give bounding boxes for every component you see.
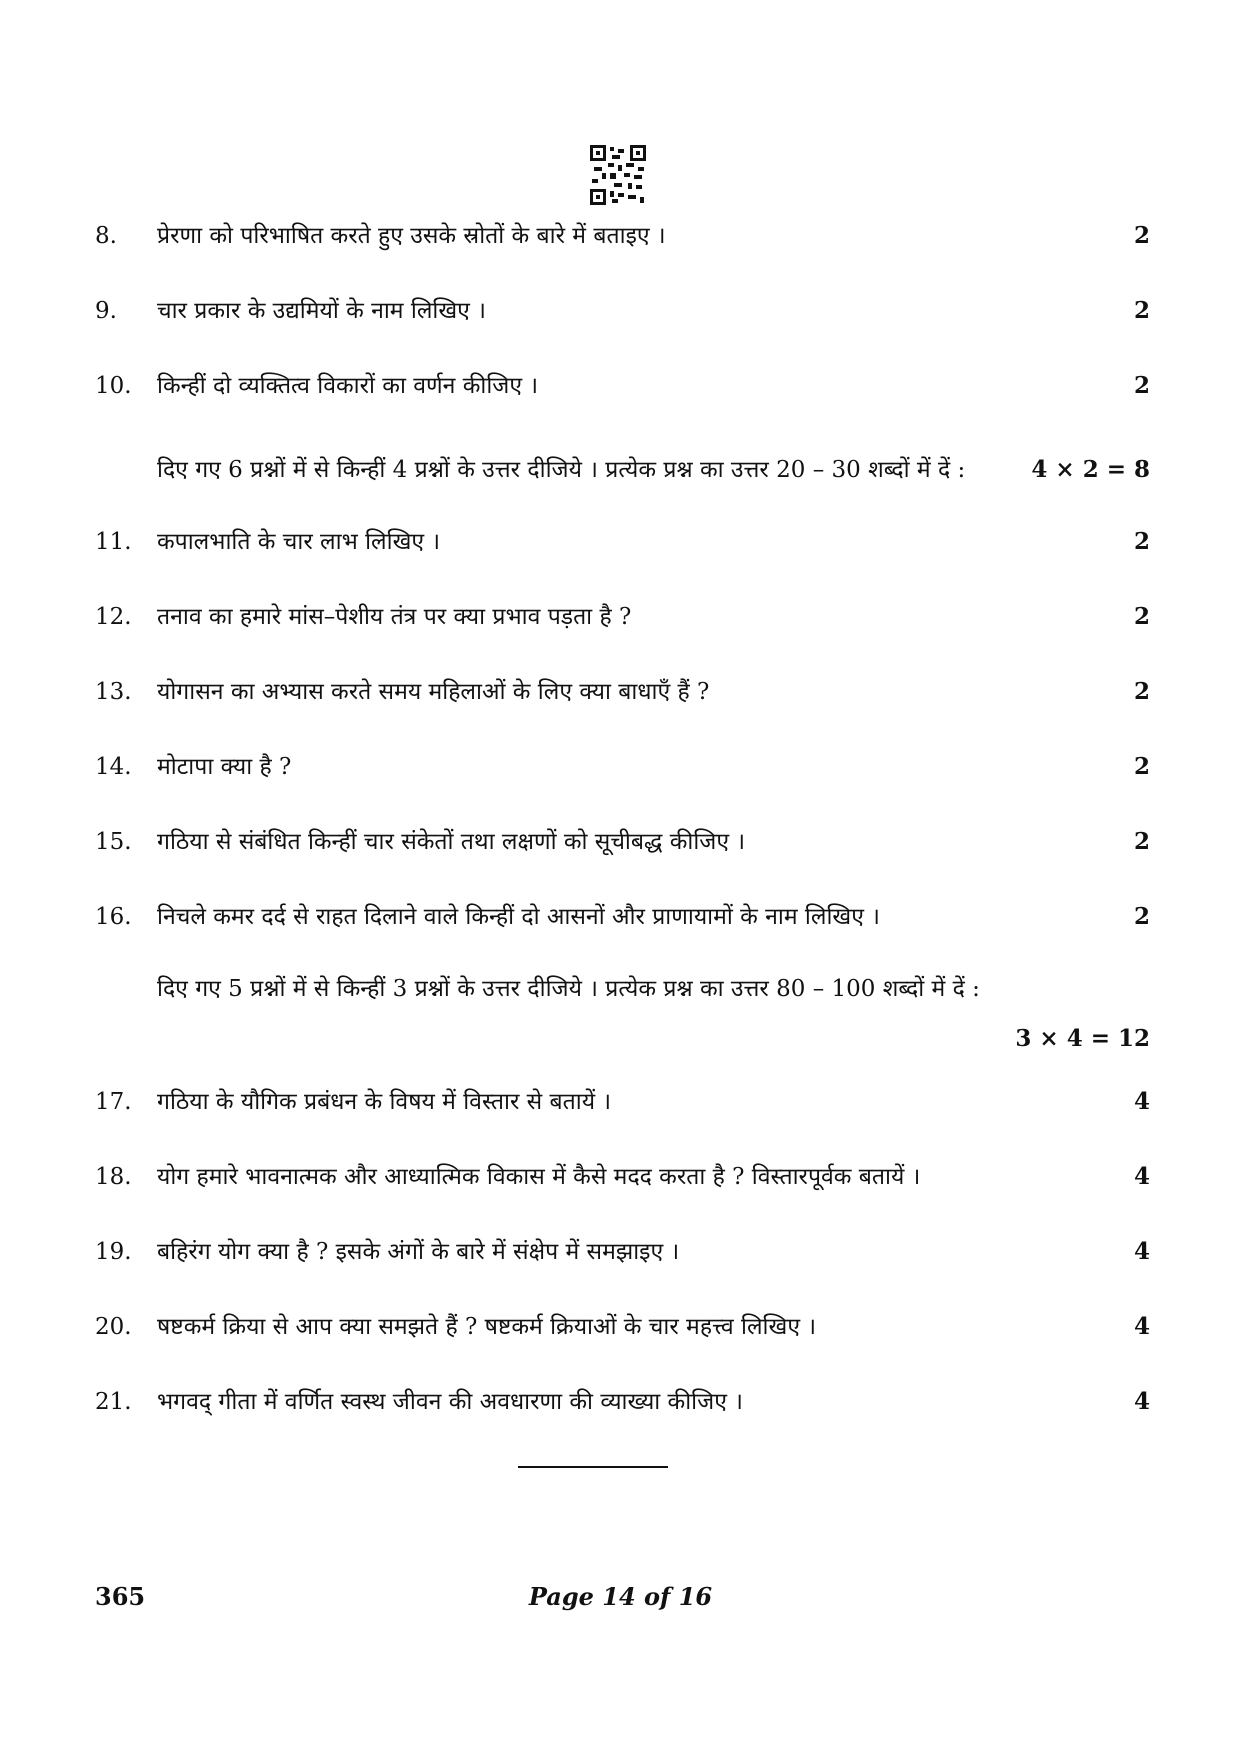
section-total-marks: 4 × 2 = 8	[1031, 456, 1150, 483]
qr-code-icon	[590, 145, 646, 205]
question-row	[95, 595, 1150, 639]
question-marks: 2	[1133, 678, 1150, 705]
question-text: योग हमारे भावनात्मक और आध्यात्मिक विकास में कैसे मदद करता है ? विस्तारपूर्वक बतायें ।	[157, 1164, 921, 1190]
question-text: किन्हीं दो व्यक्तित्व विकारों का वर्णन कीजिए ।	[157, 373, 539, 399]
question-number: 21.	[95, 1389, 132, 1415]
question-marks: 2	[1133, 903, 1150, 930]
question-number: 11.	[95, 529, 132, 555]
paper-code: 365	[95, 1582, 146, 1611]
question-row	[95, 520, 1150, 564]
question-marks: 4	[1133, 1163, 1150, 1190]
question-text: गठिया के यौगिक प्रबंधन के विषय में विस्तार से बतायें ।	[157, 1089, 612, 1115]
question-number: 8.	[95, 223, 117, 249]
question-number: 9.	[95, 298, 117, 324]
question-row	[95, 1305, 1150, 1349]
question-number: 13.	[95, 679, 132, 705]
question-number: 15.	[95, 829, 132, 855]
section-instruction	[157, 448, 1150, 492]
question-number: 17.	[95, 1089, 132, 1115]
question-text: गठिया से संबंधित किन्हीं चार संकेतों तथा लक्षणों को सूचीबद्ध कीजिए ।	[157, 829, 746, 855]
question-text: कपालभाति के चार लाभ लिखिए ।	[157, 529, 441, 555]
question-number: 14.	[95, 754, 132, 780]
question-row	[95, 895, 1150, 939]
instruction-text: दिए गए 5 प्रश्नों में से किन्हीं 3 प्रश्नों के उत्तर दीजिये । प्रत्येक प्रश्न का उत्तर 80 – 100 शब्दों में दें :	[157, 976, 980, 1002]
question-number: 10.	[95, 373, 132, 399]
question-text: बहिरंग योग क्या है ? इसके अंगों के बारे में संक्षेप में समझाइए ।	[157, 1239, 680, 1265]
question-text: भगवद् गीता में वर्णित स्वस्थ जीवन की अवधारणा की व्याख्या कीजिए ।	[157, 1389, 743, 1415]
question-marks: 4	[1133, 1388, 1150, 1415]
question-marks: 2	[1133, 528, 1150, 555]
question-row	[95, 1380, 1150, 1424]
question-number: 18.	[95, 1164, 132, 1190]
question-row	[95, 289, 1150, 333]
question-text: तनाव का हमारे मांस–पेशीय तंत्र पर क्या प्रभाव पड़ता है ?	[157, 604, 632, 630]
question-marks: 2	[1133, 603, 1150, 630]
question-marks: 2	[1133, 222, 1150, 249]
question-marks: 2	[1133, 372, 1150, 399]
question-text: षष्टकर्म क्रिया से आप क्या समझते हैं ? षष्टकर्म क्रियाओं के चार महत्त्व लिखिए ।	[157, 1314, 817, 1340]
question-number: 16.	[95, 904, 132, 930]
question-text: चार प्रकार के उद्यमियों के नाम लिखिए ।	[157, 298, 486, 324]
question-row	[95, 1230, 1150, 1274]
question-marks: 4	[1133, 1238, 1150, 1265]
question-row	[95, 1080, 1150, 1124]
question-marks: 2	[1133, 297, 1150, 324]
question-text: योगासन का अभ्यास करते समय महिलाओं के लिए क्या बाधाएँ हैं ?	[157, 679, 710, 705]
question-text: प्रेरणा को परिभाषित करते हुए उसके स्रोतों के बारे में बताइए ।	[157, 223, 666, 249]
question-number: 12.	[95, 604, 132, 630]
end-rule	[518, 1466, 668, 1468]
page-number: Page 14 of 16	[528, 1582, 713, 1611]
question-marks: 4	[1133, 1313, 1150, 1340]
question-text: निचले कमर दर्द से राहत दिलाने वाले किन्हीं दो आसनों और प्राणायामों के नाम लिखिए ।	[157, 904, 880, 930]
question-text: मोटापा क्या है ?	[157, 754, 292, 780]
question-marks: 2	[1133, 753, 1150, 780]
section-total-marks: 3 × 4 = 12	[1015, 1025, 1150, 1052]
question-row	[95, 1155, 1150, 1199]
question-marks: 2	[1133, 828, 1150, 855]
question-row	[95, 670, 1150, 714]
question-number: 20.	[95, 1314, 132, 1340]
section-instruction	[157, 967, 1150, 1011]
question-row	[95, 214, 1150, 258]
question-row	[95, 364, 1150, 408]
question-marks: 4	[1133, 1088, 1150, 1115]
question-number: 19.	[95, 1239, 132, 1265]
instruction-text: दिए गए 6 प्रश्नों में से किन्हीं 4 प्रश्नों के उत्तर दीजिये । प्रत्येक प्रश्न का उत्तर 20 – 30 शब्दों में दें :	[157, 457, 966, 483]
question-row	[95, 820, 1150, 864]
question-row	[95, 745, 1150, 789]
